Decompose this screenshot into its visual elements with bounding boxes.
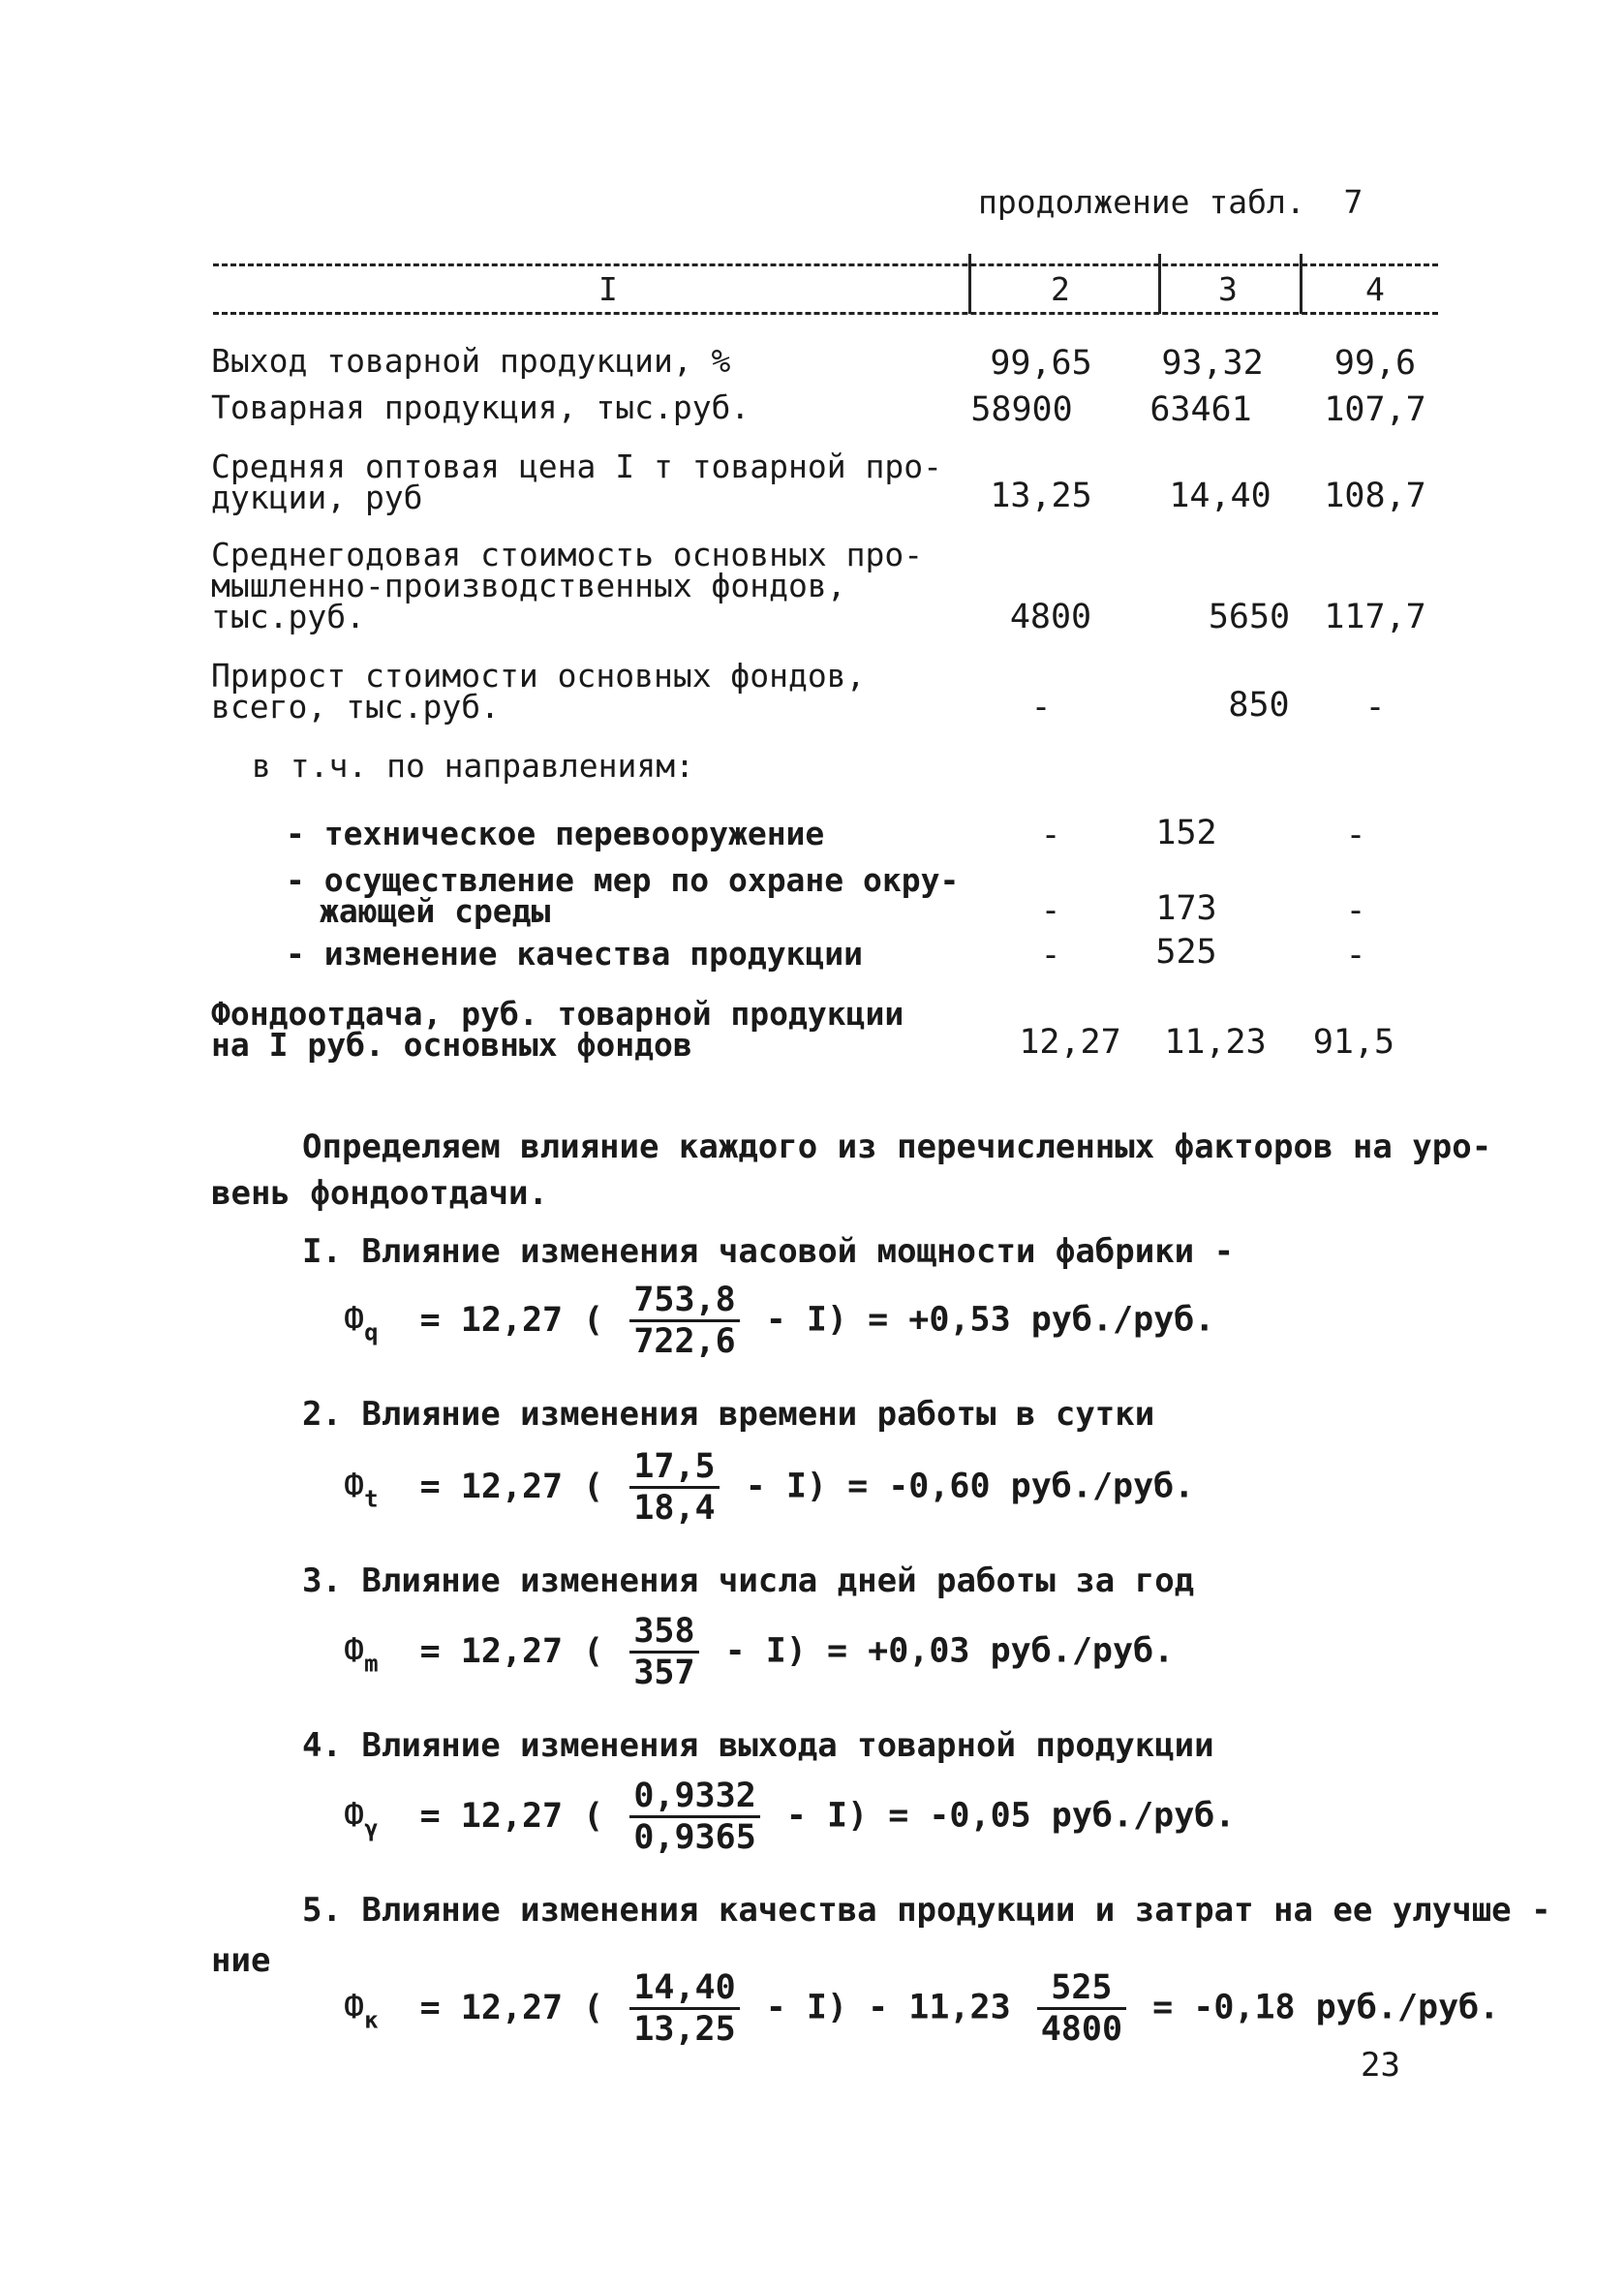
- cell-col3: 93,32: [1161, 344, 1264, 383]
- cell-col2: 12,27: [1019, 1023, 1121, 1062]
- cell-col4: 117,7: [1324, 598, 1426, 636]
- cell-col3: 152: [1155, 814, 1217, 852]
- row-label: жающей среды: [320, 892, 551, 930]
- cell-col4: -: [1364, 688, 1386, 727]
- header-top-rule: [213, 263, 1438, 266]
- row-label: дукции, руб: [211, 479, 423, 516]
- continuation-label: продолжение табл. 7: [978, 183, 1364, 221]
- cell-col4: 108,7: [1324, 477, 1426, 515]
- column-header-4: 4: [1365, 270, 1385, 308]
- cell-col2: -: [1030, 688, 1052, 727]
- formula-4: $Ф_\gamma = 12,27$ ( $\frac{0,9332}{0,9365}$ - I) = -0,05 руб./руб.: [344, 1777, 1236, 1857]
- cell-col2: -: [1040, 936, 1061, 974]
- cell-col4: 99,6: [1333, 344, 1417, 383]
- formula-1: $Ф_q = 12,27$ ( $\frac{753,8}{722,6}$ - I) = +0,53 руб./руб.: [344, 1281, 1215, 1361]
- cell-col4: -: [1345, 816, 1366, 854]
- cell-col3: 63461: [1149, 390, 1252, 429]
- row-subheading: в т.ч. по направлениям:: [252, 747, 694, 785]
- fraction: $\frac{0,9332}{0,9365}$: [629, 1777, 759, 1857]
- formula-2: $Ф_t = 12,27$ ( $\frac{17,5}{18,4}$ - I) = -0,60 руб./руб.: [344, 1447, 1195, 1528]
- column-header-3: 3: [1218, 270, 1238, 308]
- fraction: $\frac{525}{4800}$: [1037, 1968, 1126, 2049]
- row-label: Фондоотдача, руб. товарной продукции: [211, 995, 904, 1033]
- cell-col3: 14,40: [1169, 477, 1272, 515]
- row-label: мышленно-производственных фондов,: [211, 567, 846, 604]
- column-divider: [968, 254, 971, 314]
- fraction: $\frac{14,40}{13,25}$: [629, 1968, 739, 2049]
- cell-col3: 525: [1155, 933, 1217, 972]
- cell-col2: 13,25: [990, 477, 1092, 515]
- row-label: Товарная продукция, тыс.руб.: [211, 388, 751, 426]
- row-label: Прирост стоимости основных фондов,: [211, 657, 866, 695]
- row-label: - изменение качества продукции: [286, 935, 864, 973]
- row-label: - техническое перевооружение: [286, 815, 825, 852]
- row-label: всего, тыс.руб.: [211, 688, 501, 726]
- row-label: Средняя оптовая цена I т товарной про-: [211, 448, 942, 485]
- row-label: на I руб. основных фондов: [211, 1026, 692, 1064]
- formula-3: $Ф_m = 12,27$ ( $\frac{358}{357}$ - I) = +0,03 руб./руб.: [344, 1612, 1175, 1692]
- cell-col4: -: [1345, 936, 1366, 974]
- intro-line-2: вень фондоотдачи.: [211, 1174, 548, 1213]
- column-header-1: I: [598, 270, 618, 308]
- factor-heading-continuation: ние: [211, 1941, 271, 1980]
- cell-col2: 99,65: [990, 344, 1092, 383]
- cell-col2: -: [1040, 891, 1061, 930]
- factor-heading: 4. Влияние изменения выхода товарной продукции: [302, 1726, 1214, 1765]
- factor-heading: I. Влияние изменения часовой мощности фабрики -: [302, 1232, 1235, 1271]
- cell-col3: 850: [1228, 686, 1290, 725]
- column-divider: [1300, 254, 1302, 314]
- cell-col2: 58900: [970, 390, 1073, 429]
- fraction: $\frac{753,8}{722,6}$: [629, 1281, 739, 1361]
- row-label: Выход товарной продукции, %: [211, 342, 731, 380]
- row-label: тыс.руб.: [211, 598, 365, 635]
- fraction: $\frac{358}{357}$: [629, 1612, 698, 1692]
- cell-col4: 107,7: [1324, 390, 1426, 429]
- formula-5: $Ф_к = 12,27$ ( $\frac{14,40}{13,25}$ - I) - 11,23 $\frac{525}{4800}$ = -0,18 руб./руб.: [344, 1968, 1500, 2049]
- cell-col4: -: [1345, 891, 1366, 930]
- column-header-2: 2: [1051, 270, 1070, 308]
- cell-col3: 11,23: [1164, 1023, 1267, 1062]
- row-label: Среднегодовая стоимость основных про-: [211, 536, 924, 573]
- page-number: 23: [1361, 2046, 1400, 2085]
- cell-col2: -: [1040, 816, 1061, 854]
- cell-col2: 4800: [1009, 598, 1092, 636]
- factor-heading: 2. Влияние изменения времени работы в сутки: [302, 1395, 1155, 1434]
- column-divider: [1158, 254, 1161, 314]
- intro-line-1: Определяем влияние каждого из перечисленных факторов на уро-: [302, 1128, 1492, 1166]
- factor-heading: 3. Влияние изменения числа дней работы за год: [302, 1561, 1195, 1600]
- cell-col3: 173: [1155, 889, 1217, 928]
- cell-col4: 91,5: [1312, 1023, 1395, 1062]
- row-label: - осуществление мер по охране окру-: [286, 861, 960, 899]
- fraction: $\frac{17,5}{18,4}$: [629, 1447, 719, 1528]
- header-bottom-rule: [213, 312, 1438, 315]
- cell-col3: 5650: [1208, 598, 1291, 636]
- factor-heading: 5. Влияние изменения качества продукции и затрат на ее улучше -: [302, 1891, 1551, 1930]
